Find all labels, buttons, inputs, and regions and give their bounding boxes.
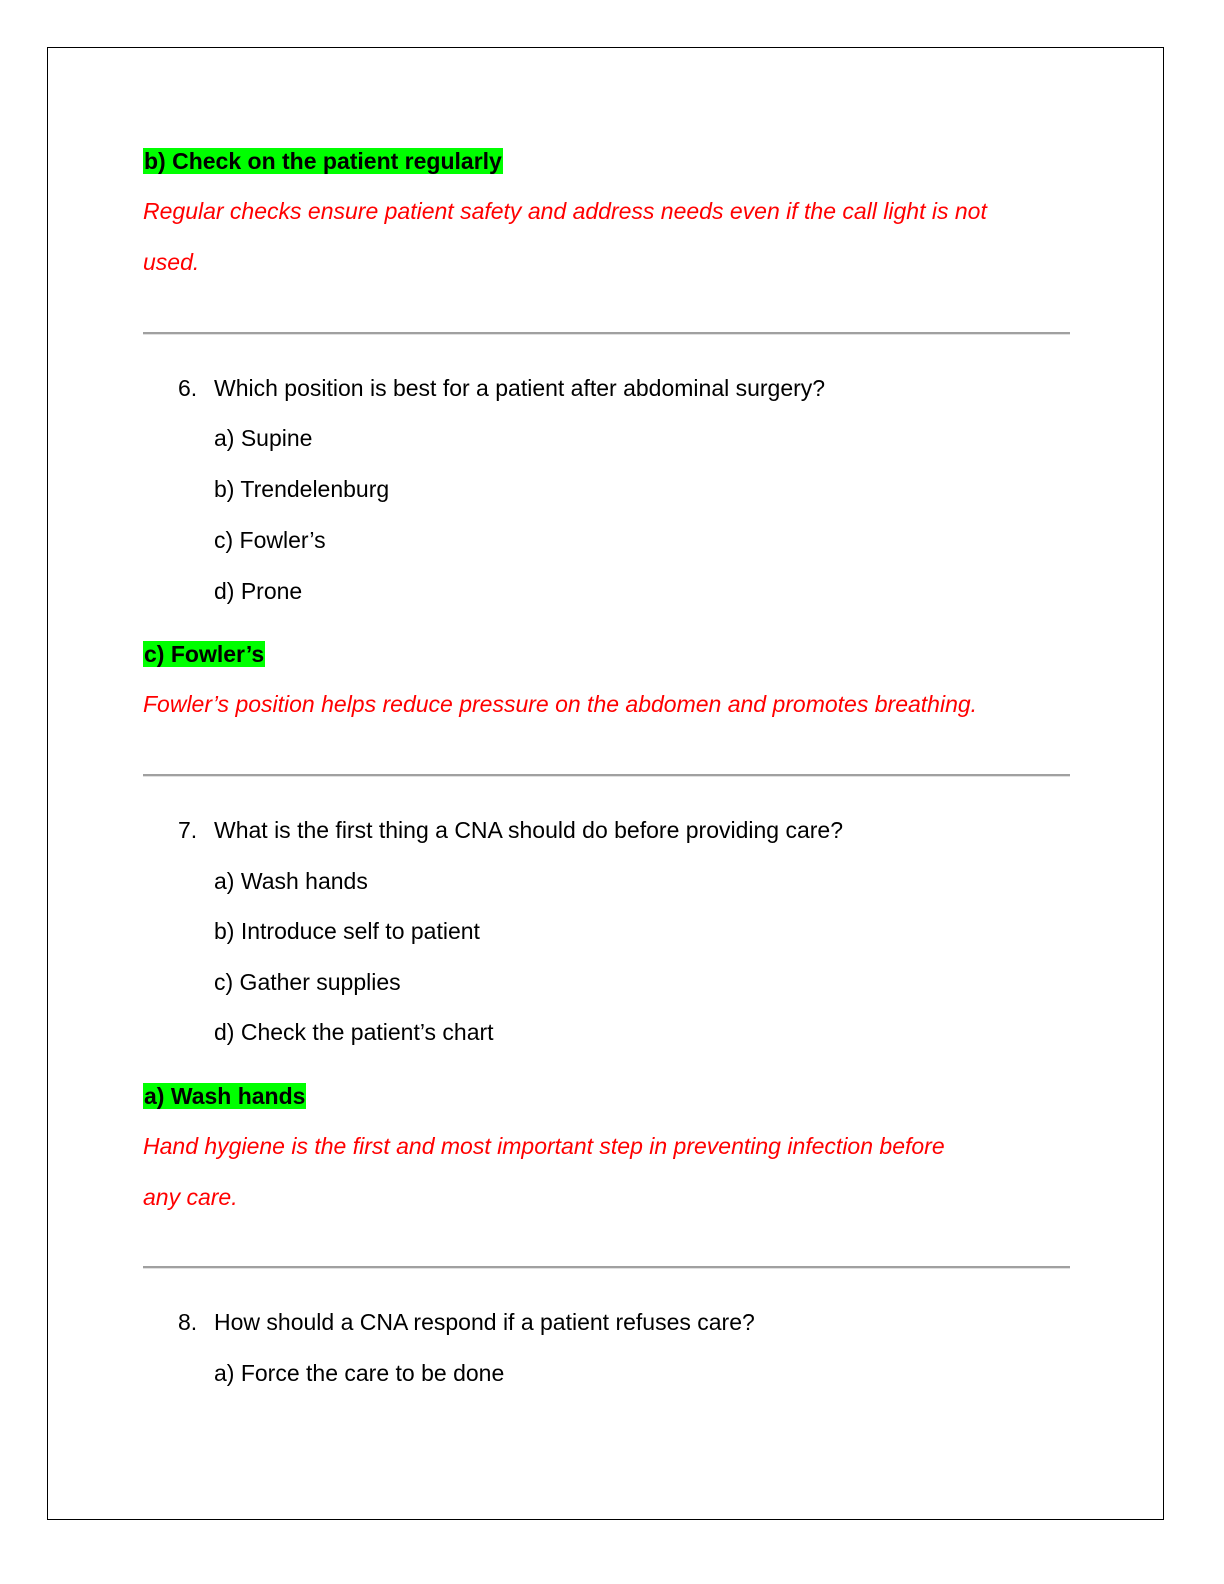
explanation-text: any care.	[143, 1184, 238, 1210]
question-number: 6.	[178, 375, 198, 401]
option-item: d) Prone	[214, 578, 303, 604]
explanation-text: Hand hygiene is the first and most important step in preventing infection before	[143, 1133, 945, 1159]
question-number: 7.	[178, 817, 198, 843]
explanation-text: used.	[143, 249, 200, 275]
question-text: What is the first thing a CNA should do before providing care?	[214, 817, 844, 843]
answer-text: a) Wash hands	[144, 1083, 306, 1109]
option-item: a) Wash hands	[214, 868, 368, 894]
answer-highlight	[143, 639, 265, 669]
question-text: Which position is best for a patient after abdominal surgery?	[214, 375, 826, 401]
answer-text: b) Check on the patient regularly	[144, 148, 502, 174]
question-text: How should a CNA respond if a patient refuses care?	[214, 1309, 755, 1335]
option-item: b) Trendelenburg	[214, 476, 390, 502]
explanation-text: Regular checks ensure patient safety and address needs even if the call light is not	[143, 198, 987, 224]
option-item: a) Force the care to be done	[214, 1360, 505, 1386]
answer-highlight	[143, 1081, 306, 1111]
option-item: d) Check the patient’s chart	[214, 1019, 494, 1045]
divider	[143, 332, 1070, 334]
divider	[143, 1266, 1070, 1268]
option-item: a) Supine	[214, 425, 313, 451]
answer-text: c) Fowler’s	[144, 641, 265, 667]
explanation-text: Fowler’s position helps reduce pressure on the abdomen and promotes breathing.	[143, 691, 978, 717]
divider	[143, 774, 1070, 776]
option-item: c) Gather supplies	[214, 969, 401, 995]
question-number: 8.	[178, 1309, 198, 1335]
answer-highlight	[143, 146, 503, 176]
page-border	[47, 47, 1164, 1520]
option-item: b) Introduce self to patient	[214, 918, 480, 944]
option-item: c) Fowler’s	[214, 527, 326, 553]
